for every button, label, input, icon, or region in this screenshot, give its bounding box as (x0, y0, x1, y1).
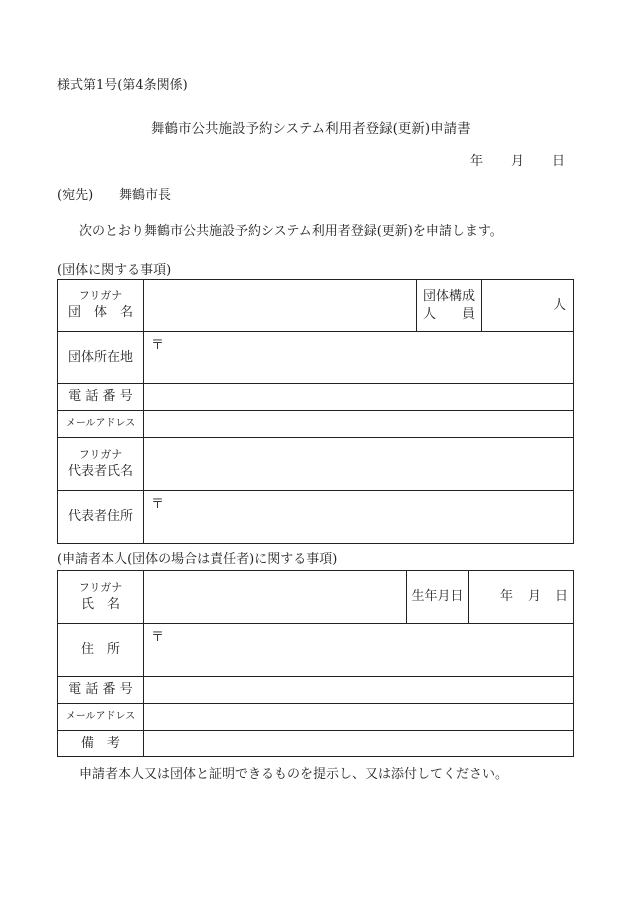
group-address-label-cell (58, 332, 143, 383)
birthdate-label: 生年月日 (411, 589, 464, 605)
group-section-heading: (団体に関する事項) (57, 263, 172, 278)
rep-zip-mark: 〒 (151, 497, 165, 512)
remarks-label: 備 考 (80, 735, 120, 751)
applicant-furigana-label: フリガナ (78, 580, 123, 594)
applicant-email-label-cell (58, 704, 143, 730)
applicant-name-label-cell (58, 571, 143, 623)
group-name-label: 団 体 名 (67, 305, 133, 321)
group-address-label: 団体所在地 (67, 349, 133, 365)
group-phone-label-cell (58, 384, 143, 410)
rep-address-label: 代表者住所 (67, 509, 133, 525)
applicant-address-label-cell (58, 624, 143, 676)
birthdate-label-cell (407, 571, 468, 623)
group-name-field[interactable] (144, 280, 416, 331)
date-year-label: 年 (470, 154, 484, 169)
group-members-field[interactable] (482, 280, 573, 331)
group-address-field[interactable] (144, 332, 573, 383)
applicant-email-field[interactable] (144, 704, 573, 730)
rep-name-label-cell (58, 438, 143, 490)
applicant-phone-label-cell (58, 677, 143, 703)
birth-month-label: 月 (528, 589, 542, 604)
group-furigana-label: フリガナ (78, 289, 123, 303)
applicant-email-label: メールアドレス (65, 711, 136, 723)
group-phone-label: 電 話 番 号 (68, 389, 133, 405)
remarks-label-cell (58, 731, 143, 756)
group-members-unit: 人 (552, 298, 566, 313)
date-month-label: 月 (511, 154, 525, 169)
form-number: 様式第1号(第4条関係) (57, 78, 188, 93)
applicant-section-heading: (申請者本人(団体の場合は責任者)に関する事項) (57, 552, 338, 567)
applicant-phone-field[interactable] (144, 677, 573, 703)
date-day-label: 日 (552, 154, 566, 169)
rep-address-label-cell (58, 491, 143, 543)
applicant-name-label: 氏 名 (80, 596, 120, 612)
applicant-address-label: 住 所 (80, 642, 120, 658)
rep-address-field[interactable] (144, 491, 573, 543)
birth-year-label: 年 (500, 589, 514, 604)
addressee-label: (宛先) (57, 188, 94, 203)
group-phone-field[interactable] (144, 384, 573, 410)
group-email-label-cell (58, 411, 143, 437)
applicant-address-field[interactable] (144, 624, 573, 676)
group-members-label-line1: 団体構成 (422, 288, 475, 304)
rep-name-label: 代表者氏名 (67, 463, 133, 479)
group-email-field[interactable] (144, 411, 573, 437)
form-title: 舞鶴市公共施設予約システム利用者登録(更新)申請書 (151, 121, 471, 137)
rep-name-field[interactable] (144, 438, 573, 490)
group-zip-mark: 〒 (151, 338, 165, 353)
footer-note: 申請者本人又は団体と証明できるものを提示し、又は添付してください。 (79, 767, 509, 782)
group-members-label-cell (417, 280, 481, 331)
applicant-name-field[interactable] (144, 571, 406, 623)
birthdate-field[interactable] (469, 571, 573, 623)
group-name-label-cell (58, 280, 143, 331)
birth-day-label: 日 (555, 589, 569, 604)
group-email-label: メールアドレス (65, 418, 136, 430)
remarks-field[interactable] (144, 731, 573, 756)
rep-furigana-label: フリガナ (78, 447, 123, 461)
group-members-label-line2: 人 員 (422, 306, 475, 322)
intro-text: 次のとおり舞鶴市公共施設予約システム利用者登録(更新)を申請します。 (79, 224, 503, 239)
applicant-zip-mark: 〒 (151, 630, 165, 645)
addressee-name: 舞鶴市長 (119, 188, 172, 203)
applicant-phone-label: 電 話 番 号 (68, 682, 133, 698)
